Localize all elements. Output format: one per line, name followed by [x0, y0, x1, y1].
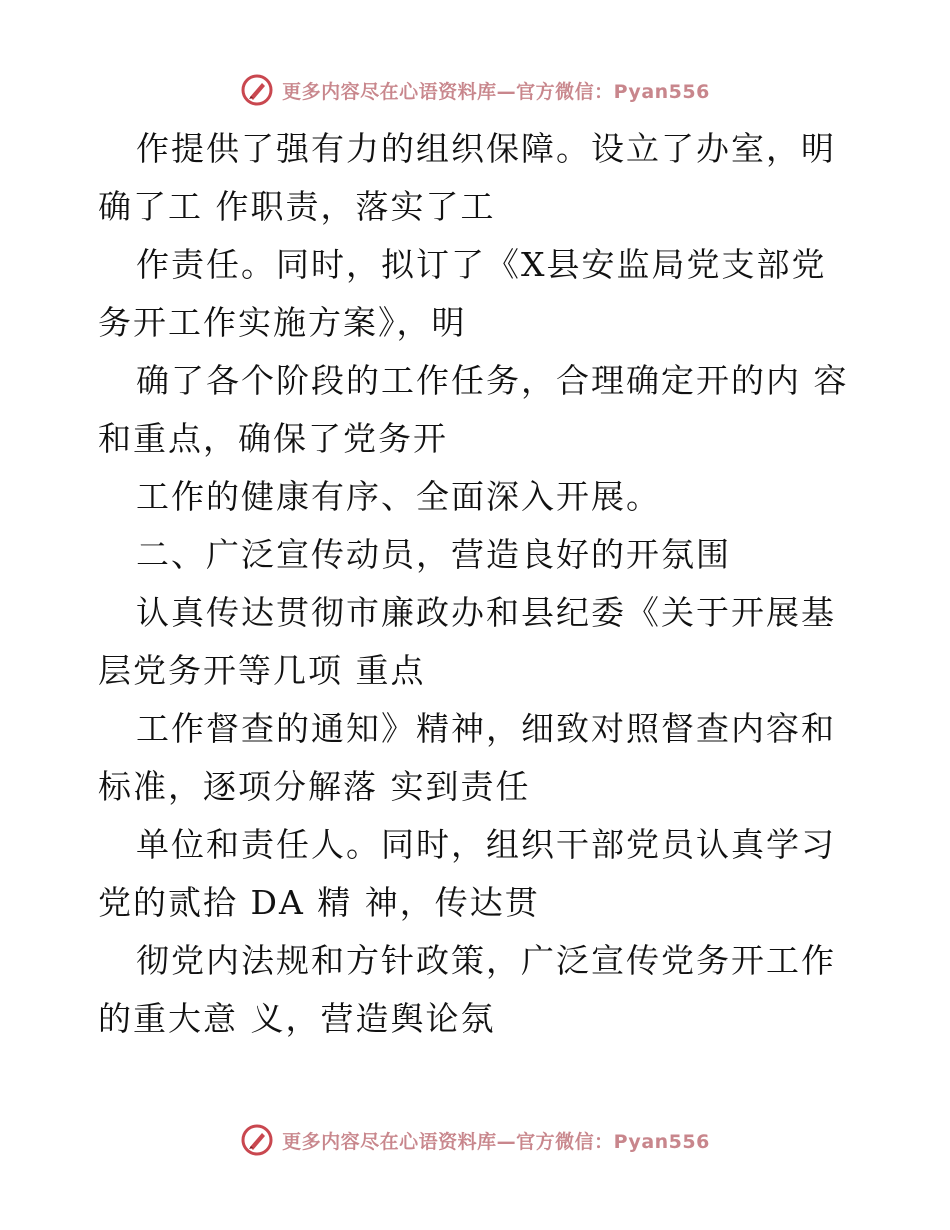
watermark-footer	[0, 1120, 950, 1160]
paragraph-6: 认真传达贯彻市廉政办和县纪委《关于开展基层党务开等几项 重点	[98, 593, 836, 690]
section-heading: 二、广泛宣传动员，营造良好的开氛围	[136, 535, 731, 574]
paragraph-1: 作提供了强有力的组织保障。设立了办室，明确了工 作职责，落实了工	[98, 129, 836, 226]
paragraph-4: 工作的健康有序、全面深入开展。	[136, 477, 661, 516]
watermark-header	[0, 70, 950, 110]
quill-pen-logo-icon	[240, 1123, 274, 1157]
paragraph-3: 确了各个阶段的工作任务，合理确定开的内 容和重点，确保了党务开	[98, 361, 849, 458]
paragraph-9: 彻党内法规和方针政策，广泛宣传党务开工作的重大意 义，营造舆论氛	[98, 941, 836, 1038]
watermark-text: 更多内容尽在心语资料库—官方微信：Pyan556	[282, 1130, 710, 1153]
paragraph-7: 工作督查的通知》精神，细致对照督查内容和标准，逐项分解落 实到责任	[98, 709, 836, 806]
paragraph-8: 单位和责任人。同时，组织干部党员认真学习党的贰拾 DA 精 神，传达贯	[98, 825, 836, 922]
paragraph-2: 作责任。同时，拟订了《X县安监局党支部党务开工作实施方案》，明	[98, 245, 827, 342]
quill-pen-logo-icon	[240, 73, 274, 107]
watermark-text: 更多内容尽在心语资料库—官方微信：Pyan556	[282, 80, 710, 103]
document-body	[98, 120, 858, 1048]
